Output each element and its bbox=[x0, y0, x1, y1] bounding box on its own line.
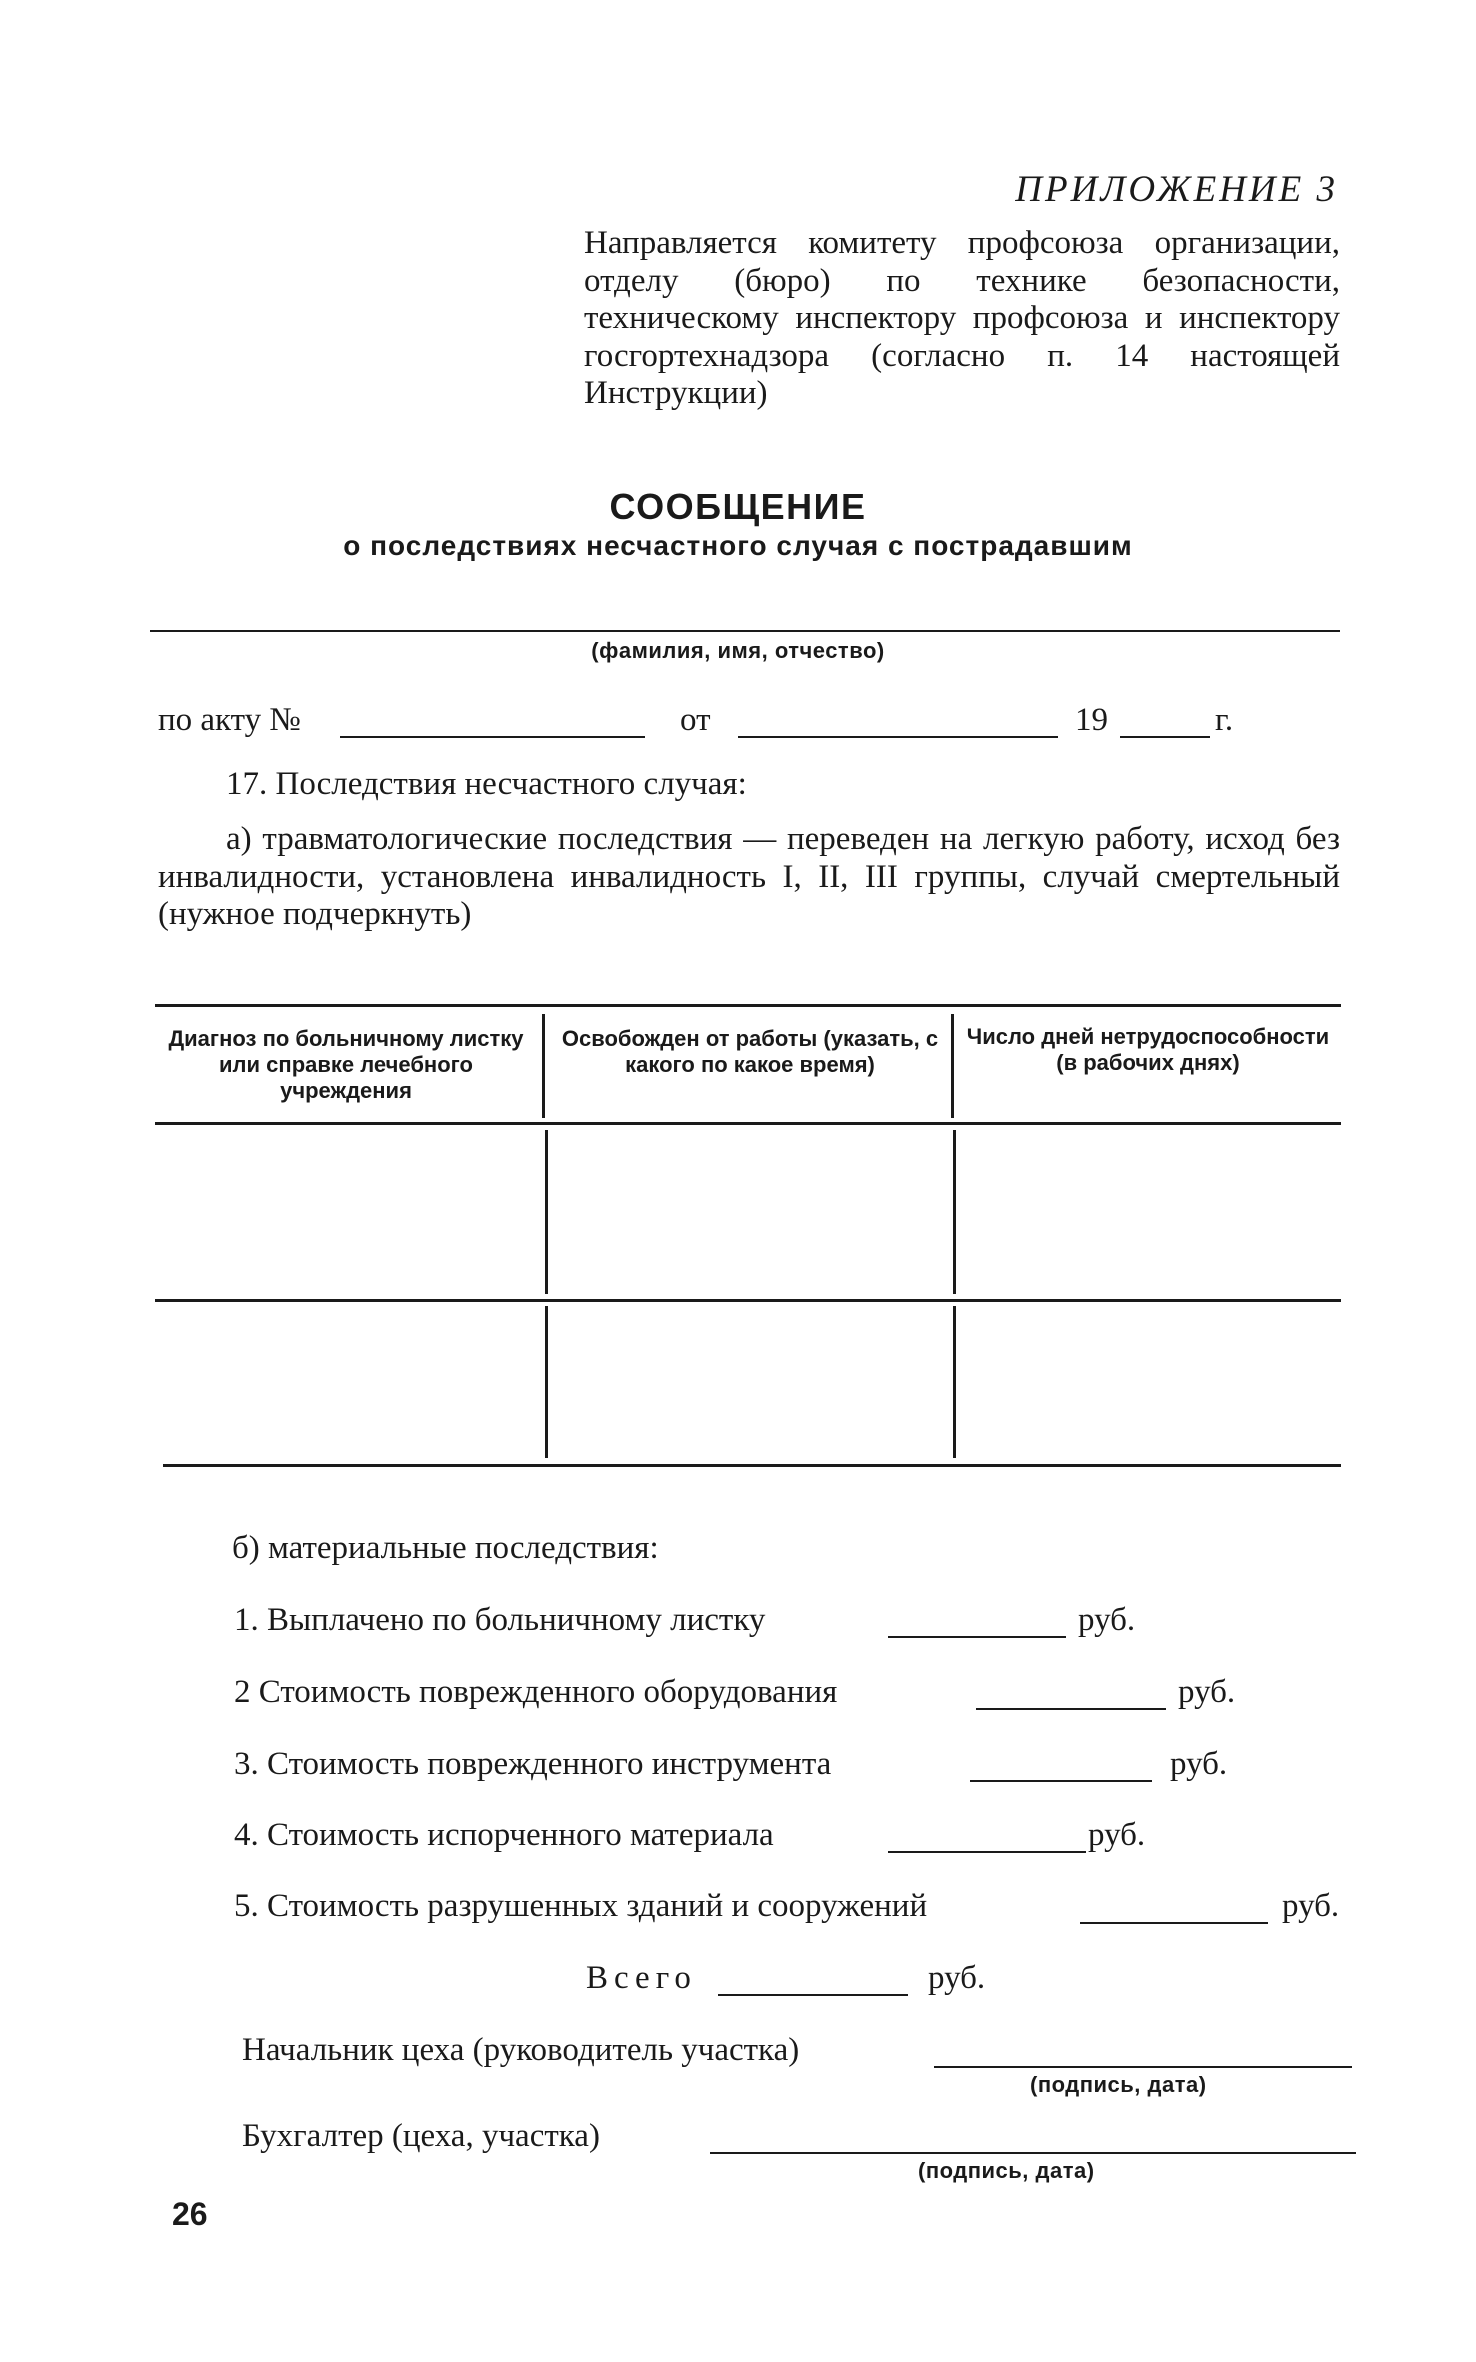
table-header-diagnosis: Диагноз по больничному листку или справке лечебного учреждения bbox=[168, 1026, 524, 1103]
signature-label-chief: Начальник цеха (руководитель участка) bbox=[242, 2032, 800, 2068]
year-prefix: 19 bbox=[1075, 702, 1108, 738]
table-header-released: Освобожден от работы (указать, с какого по какое время) bbox=[561, 1026, 939, 1077]
cost-line-label: 1. Выплачено по больничному листку bbox=[234, 1602, 766, 1638]
item-b-heading: б) материальные последствия: bbox=[232, 1530, 659, 1566]
table-cell[interactable] bbox=[155, 1304, 541, 1460]
document-title: СООБЩЕНИЕ bbox=[609, 486, 867, 527]
total-unit: руб. bbox=[928, 1960, 986, 1996]
appendix-label: ПРИЛОЖЕНИЕ 3 bbox=[1015, 169, 1338, 210]
act-date-field[interactable] bbox=[738, 736, 1058, 738]
table-cell[interactable] bbox=[551, 1304, 949, 1460]
table-cell[interactable] bbox=[959, 1128, 1339, 1296]
table-row-rule bbox=[155, 1299, 1341, 1302]
act-from-label: от bbox=[680, 702, 711, 738]
cost-line-label: 4. Стоимость испорченного материала bbox=[234, 1817, 774, 1853]
act-number-field[interactable] bbox=[340, 736, 645, 738]
cost-line-label: 5. Стоимость разрушенных зданий и сооружений bbox=[234, 1888, 928, 1924]
act-label: по акту № bbox=[158, 702, 301, 738]
cost-unit: руб. bbox=[1170, 1746, 1228, 1782]
signature-caption-chief: (подпись, дата) bbox=[1030, 2072, 1207, 2097]
document-subtitle: о последствиях несчастного случая с пострадавшим bbox=[343, 530, 1133, 561]
table-cell[interactable] bbox=[551, 1128, 949, 1296]
table-cell[interactable] bbox=[155, 1128, 541, 1296]
table-col-divider bbox=[953, 1306, 956, 1458]
signature-caption-accountant: (подпись, дата) bbox=[918, 2158, 1095, 2183]
cost-unit: руб. bbox=[1078, 1602, 1136, 1638]
cost-field[interactable] bbox=[976, 1708, 1166, 1710]
routing-note: Направляется комитету профсоюза организации, отделу (бюро) по технике безопасности, техническому инспектору профсоюза и инспектору госгортехнадзора (согласно п. 14 настоящей Инструкции) bbox=[584, 225, 1340, 411]
cost-line-label: 3. Стоимость поврежденного инструмента bbox=[234, 1746, 832, 1782]
table-header-days: Число дней нетрудоспособности (в рабочих днях) bbox=[966, 1024, 1330, 1075]
table-col-divider bbox=[542, 1014, 545, 1118]
page-number: 26 bbox=[172, 2196, 208, 2232]
table-col-divider bbox=[545, 1306, 548, 1458]
year-field[interactable] bbox=[1120, 736, 1210, 738]
signature-field-chief[interactable] bbox=[934, 2066, 1352, 2068]
cost-unit: руб. bbox=[1088, 1817, 1146, 1853]
table-bottom-rule bbox=[163, 1464, 1341, 1467]
table-col-divider bbox=[953, 1130, 956, 1294]
table-col-divider bbox=[545, 1130, 548, 1294]
item17-a-text: а) травматологические последствия — переведен на легкую работу, исход без инвалидности, установлена инвалидность I, II, III группы, случай смертельный (нужное подчеркнуть) bbox=[158, 821, 1340, 932]
name-caption: (фамилия, имя, отчество) bbox=[591, 638, 885, 663]
consequences-table bbox=[155, 1004, 1341, 1468]
cost-unit: руб. bbox=[1178, 1674, 1236, 1710]
cost-field[interactable] bbox=[970, 1780, 1152, 1782]
table-col-divider bbox=[951, 1014, 954, 1118]
signature-field-accountant[interactable] bbox=[710, 2152, 1356, 2154]
item17-heading: 17. Последствия несчастного случая: bbox=[226, 766, 747, 802]
total-label: Всего bbox=[586, 1960, 697, 1996]
cost-field[interactable] bbox=[1080, 1922, 1268, 1924]
table-cell[interactable] bbox=[959, 1304, 1339, 1460]
table-header-rule bbox=[155, 1122, 1341, 1125]
year-suffix: г. bbox=[1215, 702, 1234, 738]
cost-field[interactable] bbox=[888, 1851, 1086, 1853]
cost-unit: руб. bbox=[1282, 1888, 1340, 1924]
table-top-rule bbox=[155, 1004, 1341, 1007]
name-field-line[interactable] bbox=[150, 630, 1340, 632]
signature-label-accountant: Бухгалтер (цеха, участка) bbox=[242, 2118, 600, 2154]
total-field[interactable] bbox=[718, 1994, 908, 1996]
cost-line-label: 2 Стоимость поврежденного оборудования bbox=[234, 1674, 838, 1710]
cost-field[interactable] bbox=[888, 1636, 1066, 1638]
